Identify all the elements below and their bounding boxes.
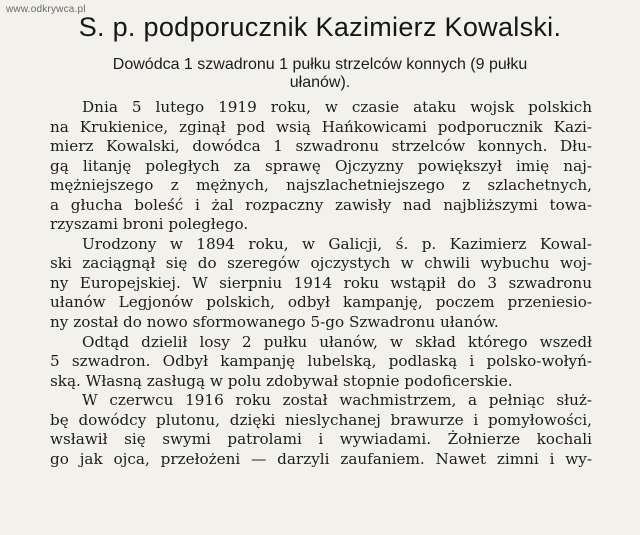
body-line-11: ułanów Legjonów polskich, odbył kampanję, poczem przeniesio- xyxy=(50,293,592,312)
subtitle-line-2: ułanów). xyxy=(289,74,351,91)
body-line-8: Urodzony w 1894 roku, w Galicji, ś. p. Kazimierz Kowal- xyxy=(82,234,592,253)
body-line-12: ny został do nowo sformowanego 5-go Szwadronu ułanów. xyxy=(50,313,499,332)
page-title: S. p. podporucznik Kazimierz Kowalski. xyxy=(78,12,562,42)
subtitle xyxy=(40,56,600,92)
body-line-10: ny Europejskiej. W sierpniu 1914 roku wstąpił do 3 szwadronu xyxy=(50,273,592,292)
body-line-14: 5 szwadron. Odbył kampanję lubelską, podlaską i polsko-wołyń- xyxy=(50,352,592,371)
body-line-3: mierz Kowalski, dowódca 1 szwadronu strzelców konnych. Dłu- xyxy=(50,137,592,156)
body-line-9: ski zaciągnął się do szeregów ojczystych w chwili wybuchu woj- xyxy=(50,254,592,273)
body-line-5: mężniejszego z mężnych, najszlachetniejszego z szlachetnych, xyxy=(50,176,592,195)
body-line-13: Odtąd dzielił losy 2 pułku ułanów, w skład którego wszedł xyxy=(82,332,592,351)
body-line-18: wsławił się swymi patrolami i wywiadami. Żołnierze kochali xyxy=(50,430,592,449)
body-line-6: a głucha boleść i żal rozpaczny zawisły nad najbliższymi towa- xyxy=(50,195,592,214)
body-line-19: go jak ojca, przełożeni — darzyli zaufaniem. Nawet zimni i wy- xyxy=(50,449,592,468)
body-line-2: na Krukienice, zginął pod wsią Hańkowicami podporucznik Kazi- xyxy=(50,117,592,136)
body-line-1: Dnia 5 lutego 1919 roku, w czasie ataku wojsk polskich xyxy=(82,98,592,116)
article-body xyxy=(50,98,592,469)
watermark-text: www.odkrywca.pl xyxy=(6,4,86,15)
body-line-17: bę dowódcy plutonu, dzięki nieslychanej brawurze i pomyłowości, xyxy=(50,410,592,429)
subtitle-line-1: Dowódca 1 szwadronu 1 pułku strzelców konnych (9 pułku xyxy=(112,56,528,73)
body-line-4: gą litanję poległych za sprawę Ojczyzny powiększył imię naj- xyxy=(50,156,592,175)
body-line-15: ską. Własną zasługą w polu zdobywał stopnie podoficerskie. xyxy=(50,371,513,390)
body-line-16: W czerwcu 1916 roku został wachmistrzem, a pełniąc służ- xyxy=(82,391,592,410)
body-line-7: rzyszami broni poległego. xyxy=(50,215,249,234)
